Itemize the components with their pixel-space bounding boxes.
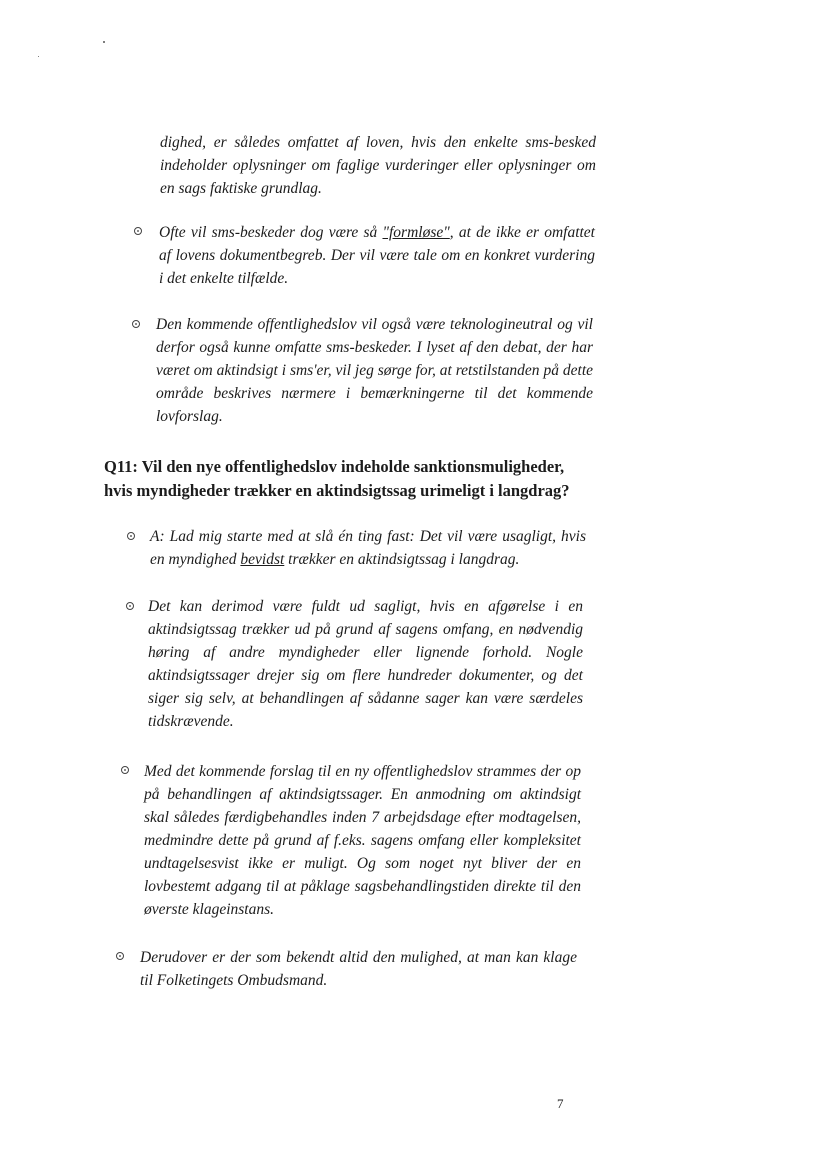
answer-text: A: Lad mig starte med at slå én ting fast: Det vil være usagligt, hvis en myndighed: [150, 528, 586, 568]
bullet-icon: [126, 602, 134, 610]
answer-text: trækker en aktindsigtssag i langdrag.: [284, 551, 520, 568]
scan-speck: [103, 41, 105, 43]
bullet-text: Ofte vil sms-beskeder dog være så: [159, 224, 383, 241]
intro-text: dighed, er således omfattet af loven, hvis den enkelte sms-besked indeholder oplysninger om faglige vurderinger eller oplysninger om en sags faktiske grundlag.: [160, 134, 596, 197]
bullet-icon: [127, 532, 135, 540]
answer-text: Med det kommende forslag til en ny offentlighedslov strammes der op på behandlingen af aktindsigtssager. En anmodning om aktindsigt skal således færdigbehandles inden 7 arbejdsdage efter modtagelsen, medmindre dette på grund af f.eks. sagens omfang eller kompleksitet undtagelsesvist ikke er muligt. Og som noget nyt bliver der en lovbestemt adgang til at påklage sagsbehandlingstiden direkte til den øverste klageinstans.: [144, 763, 581, 918]
answer-paragraph-scope: [148, 595, 583, 733]
bullet-icon: [134, 227, 142, 235]
question-text: Q11: Vil den nye offentlighedslov indeholde sanktionsmuligheder, hvis myndigheder trækker en aktindsigtssag urimeligt i langdrag?: [104, 457, 570, 500]
underlined-term: bevidst: [240, 551, 285, 568]
answer-paragraph-tightening: [144, 760, 581, 921]
bullet-text: Den kommende offentlighedslov vil også være teknologineutral og vil derfor også kunne omfatte sms-beskeder. I lyset af den debat, der har været om aktindsigt i sms'er, vil jeg sørge for, at retstilstanden på dette område beskrives nærmere i bemærkningerne til det kommende lovforslag.: [156, 316, 593, 425]
answer-paragraph-intro: [150, 525, 586, 571]
bullet-paragraph-formless: [159, 221, 595, 290]
answer-text: Det kan derimod være fuldt ud sagligt, hvis en afgørelse i en aktindsigtssag trækker ud på grund af sagens omfang, en nødvendig høring af andre myndigheder eller lignende forhold. Nogle aktindsigtssager drejer sig om flere hundreder dokumenter, og det siger sig selv, at behandlingen af sådanne sager kan være særdeles tidskrævende.: [148, 598, 583, 730]
bullet-icon: [116, 952, 124, 960]
answer-text: Derudover er der som bekendt altid den mulighed, at man kan klage til Folketingets Ombudsmand.: [140, 949, 577, 989]
scan-speck: [38, 56, 39, 57]
underlined-term: "formløse": [382, 224, 450, 241]
question-heading: [104, 455, 594, 503]
bullet-paragraph-technology-neutral: [156, 313, 593, 428]
intro-paragraph: [160, 131, 596, 200]
page-number: 7: [557, 1096, 564, 1111]
answer-paragraph-ombudsman: [140, 946, 577, 992]
bullet-icon: [132, 320, 140, 328]
bullet-icon: [121, 766, 129, 774]
bullet-text: , at de ikke er omfattet af lovens dokumentbegreb. Der vil være tale om en konkret vurdering i det enkelte tilfælde.: [159, 224, 595, 287]
